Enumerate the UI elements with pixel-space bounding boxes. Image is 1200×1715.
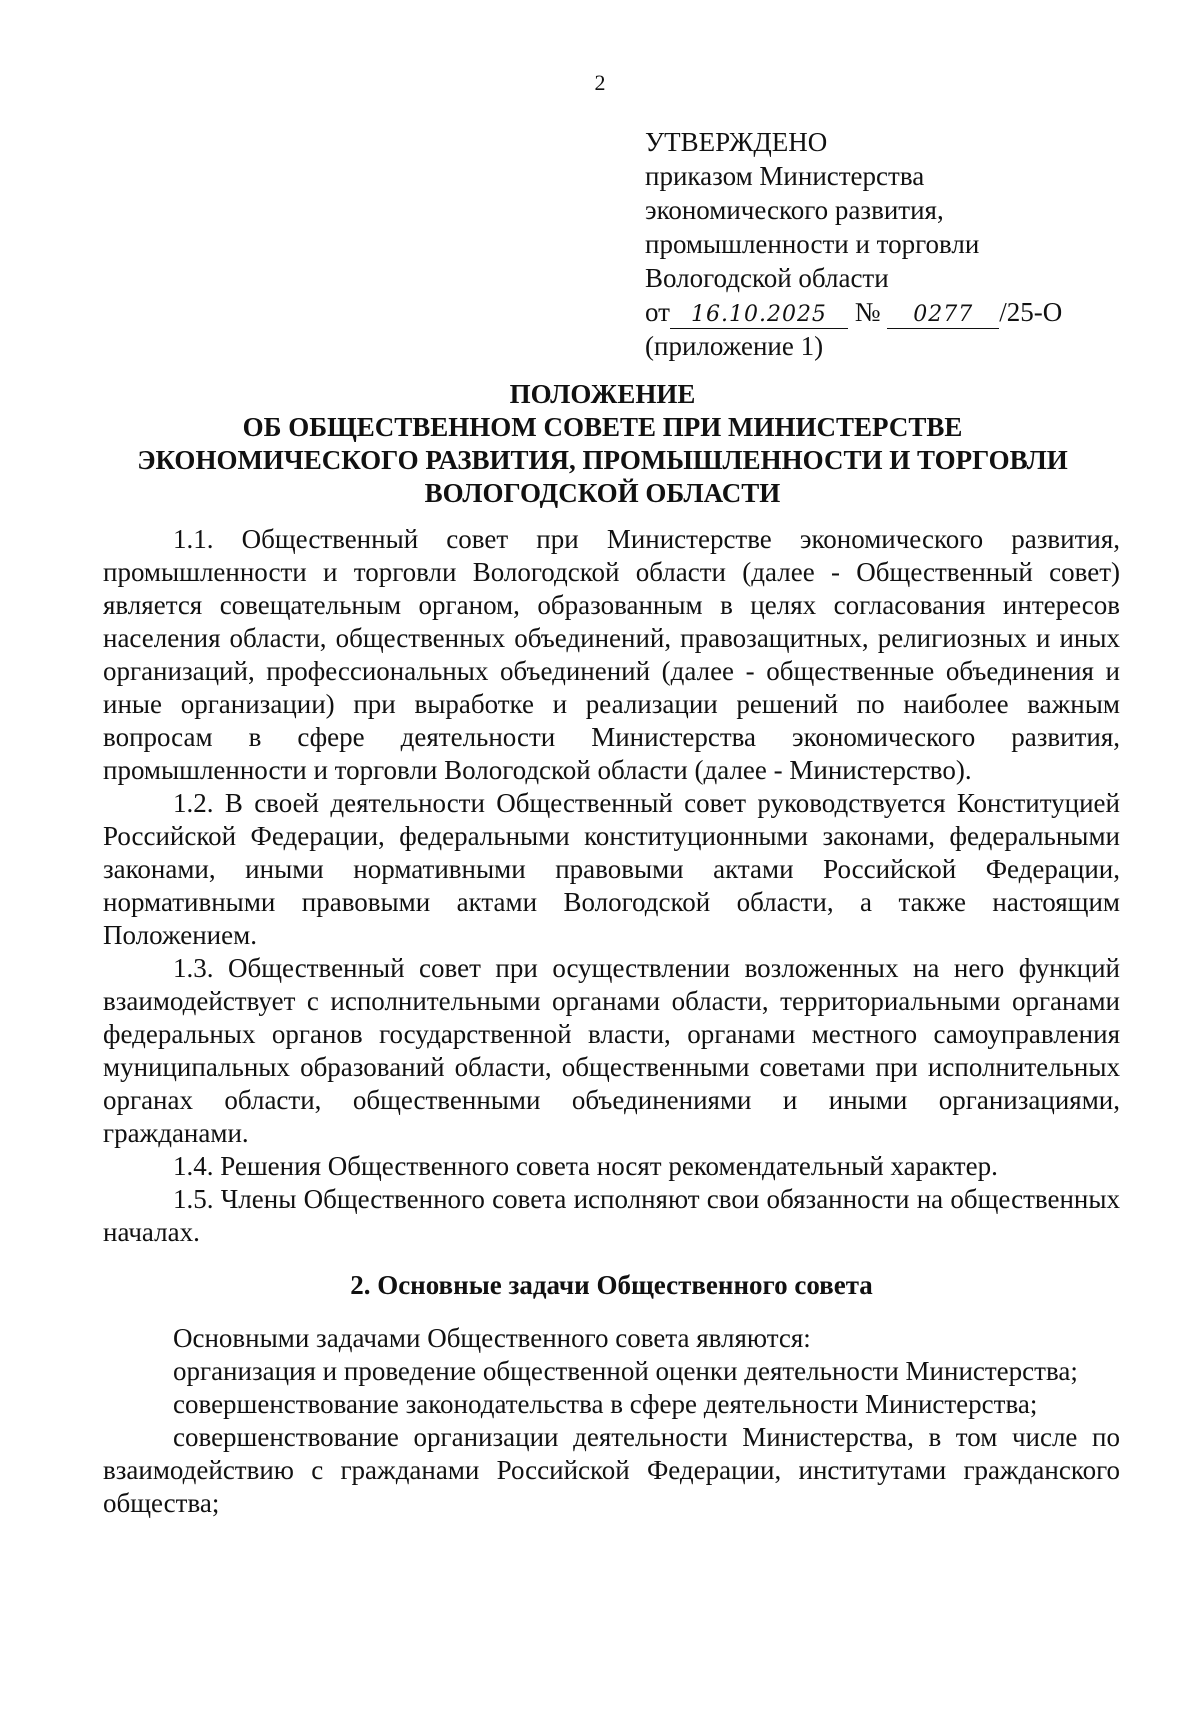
title-line-4: ВОЛОГОДСКОЙ ОБЛАСТИ (424, 478, 781, 508)
approval-stamp (645, 125, 1165, 363)
document-title (95, 378, 1110, 510)
title-line-2: ОБ ОБЩЕСТВЕННОМ СОВЕТЕ ПРИ МИНИСТЕРСТВЕ (242, 412, 963, 442)
approval-heading: УТВЕРЖДЕНО (645, 127, 828, 157)
paragraph-1-1: 1.1. Общественный совет при Министерстве экономического развития, промышленности и торговли Вологодской области (далее - Общественный совет) является совещательным органом, образованным в целях согласования интересов населения области, общественных объединений, правозащитных, религиозных и иных организаций, профессиональных объединений (далее - общественные объединения и иные организации) при выработке и реализации решений по наиболее важным вопросам в сфере деятельности Министерства экономического развития, промышленности и торговли Вологодской области (далее - Министерство). (103, 524, 1120, 785)
handwritten-number: 0277 (887, 302, 999, 329)
section-2-item-3: совершенствование организации деятельности Министерства, в том числе по взаимодействию с гражданами Российской Федерации, институтами гражданского общества; (103, 1422, 1120, 1518)
paragraph-1-5: 1.5. Члены Общественного совета исполняют свои обязанности на общественных началах. (103, 1184, 1120, 1247)
paragraph-1-4: 1.4. Решения Общественного совета носят рекомендательный характер. (173, 1151, 998, 1181)
paragraph-1-3: 1.3. Общественный совет при осуществлении возложенных на него функций взаимодействует с исполнительными органами области, территориальными органами федеральных органов государственной власти, органами местного самоуправления муниципальных образований области, общественными советами при исполнительных органах области, общественными объединениями и иными организациями, гражданами. (103, 953, 1120, 1148)
page-number: 2 (594, 70, 606, 95)
section-2-intro: Основными задачами Общественного совета являются: (173, 1323, 811, 1353)
approval-line-region: Вологодской области (645, 263, 889, 293)
approval-line-economic: экономического развития, (645, 195, 944, 225)
document-body (103, 523, 1120, 1520)
title-line-1: ПОЛОЖЕНИЕ (509, 379, 696, 409)
approval-date-number-line (645, 295, 1165, 329)
handwritten-date: 16.10.2025 (670, 302, 848, 329)
approval-appendix: (приложение 1) (645, 331, 824, 361)
number-sign: № (854, 297, 881, 327)
approval-line-industry: промышленности и торговли (645, 229, 980, 259)
section-2-heading: 2. Основные задачи Общественного совета (350, 1270, 873, 1300)
section-2-item-1: организация и проведение общественной оценки деятельности Министерства; (173, 1356, 1078, 1386)
paragraph-1-2: 1.2. В своей деятельности Общественный совет руководствуется Конституцией Российской Федерации, федеральными конституционными законами, федеральными законами, иными нормативными правовыми актами Российской Федерации, нормативными правовыми актами Вологодской области, а также настоящим Положением. (103, 788, 1120, 950)
section-2-item-2: совершенствование законодательства в сфере деятельности Министерства; (173, 1389, 1038, 1419)
number-suffix: /25-О (999, 297, 1063, 327)
title-line-3: ЭКОНОМИЧЕСКОГО РАЗВИТИЯ, ПРОМЫШЛЕННОСТИ И ТОРГОВЛИ (137, 445, 1068, 475)
date-prefix: от (645, 297, 670, 327)
approval-line-order: приказом Министерства (645, 161, 925, 191)
